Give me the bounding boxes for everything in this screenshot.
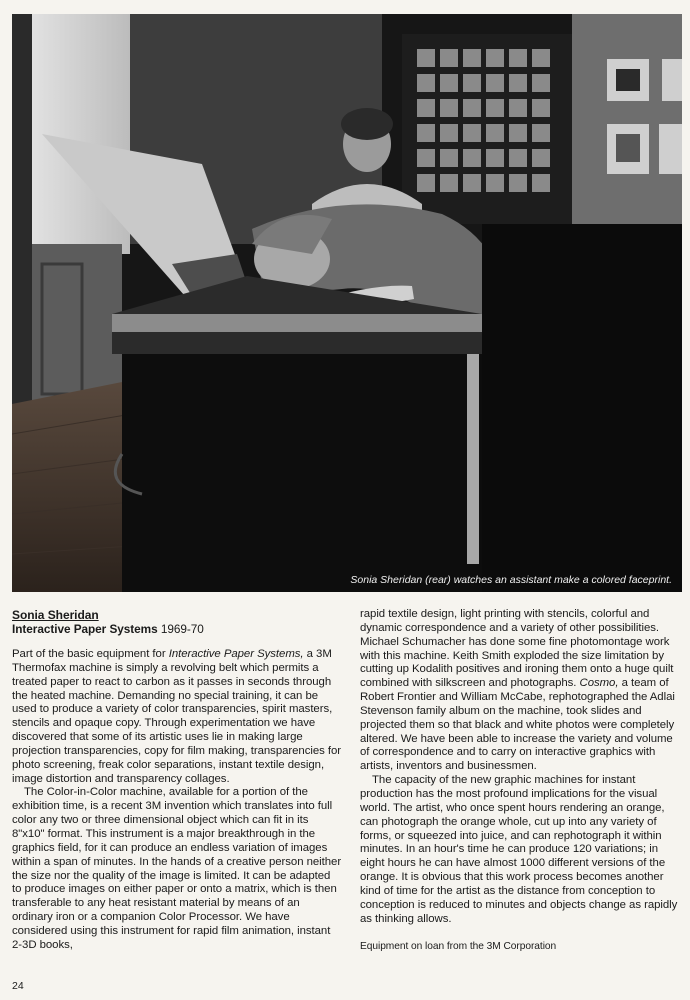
paragraph-3-text-a: rapid textile design, light printing with stencils, colorful and dynamic correspondence and a variety of other possibilities. Michael Schumacher has done some fine photomontage work with this machine. Keith Smith exploded the size limitation by cutting up Kodalith positives and ironing them onto a huge quilt combined with silkscreen and photographs.: [360, 608, 674, 690]
photo-illustration: [12, 14, 682, 592]
right-column: [360, 608, 682, 954]
paragraph-3: [360, 608, 682, 774]
article-subtitle: [12, 622, 342, 636]
paragraph-1-title: Interactive Paper Systems,: [168, 648, 304, 660]
equipment-credit: Equipment on loan from the 3M Corporation: [360, 941, 557, 953]
paragraph-1-text-b: a 3M Thermofax machine is simply a revolving belt which permits a treated paper to react to carbon as it passes in seconds through the heated machine. Demanding no special training, it can be used to produce a variety of color transparencies, spirit masters, stencils and opaque copy. Through experimentation we have discovered that some of its artistic uses lie in making large projection transparencies, copy for film making, transparencies for photo screening, freak color separations, instant textile design, image distortion and transparency collages.: [12, 648, 342, 785]
paragraph-2: The Color-in-Color machine, available for a portion of the exhibition time, is a recent 3M invention which translates into full color any two or three dimensional object which can fit in its 8"x10" format. This instrument is a major breakthrough in the graphics field, for it can produce an endless variation of images within a span of minutes. In the hands of a creative person neither the size nor the quality of the image is limited. It can be adapted to produce images on either paper or onto a matrix, which is then transferable to any heat resistant material by means of an ordinary iron or a companion Color Processor. We have considered using this instrument for rapid film animation, instant 2-3D books,: [12, 786, 342, 951]
paragraph-1-text-a: Part of the basic equipment for: [12, 648, 169, 660]
paragraph-4: The capacity of the new graphic machines for instant production has the most profound implications for the visual world. The artist, who once spent hours rendering an orange, can photograph the orange whole, cut up into any variety of forms, or squeezed into juice, and can rephotograph it within minutes. In an hour's time he can produce 120 variations; in eight hours he can have almost 1000 different versions of the orange. It is obvious that this work process becomes another kind of time for the artist as the distance from conception to conception is reduced to minutes and objects change as rapidly as thinking allows.: [360, 774, 678, 925]
photograph: [12, 14, 682, 592]
paragraph-3-text-b: a team of Robert Frontier and William McCabe, rephotographed the Adlai Stevenson family album on the machine, took slides and projected them so that black and white photos were completely altered. We have been able to increase the variety and volume of correspondence and to carry on interactive graphics with artists, inventors and businessmen.: [360, 677, 675, 773]
paragraph-3-title: Cosmo,: [579, 677, 619, 690]
left-column: [12, 608, 342, 953]
photo-caption: Sonia Sheridan (rear) watches an assistant make a colored faceprint.: [350, 574, 672, 586]
paragraph-1: [12, 648, 342, 786]
subtitle-work: Interactive Paper Systems: [12, 622, 158, 636]
article-title: Sonia Sheridan: [12, 608, 99, 622]
subtitle-years: 1969-70: [160, 622, 204, 636]
page-number: 24: [12, 980, 24, 992]
